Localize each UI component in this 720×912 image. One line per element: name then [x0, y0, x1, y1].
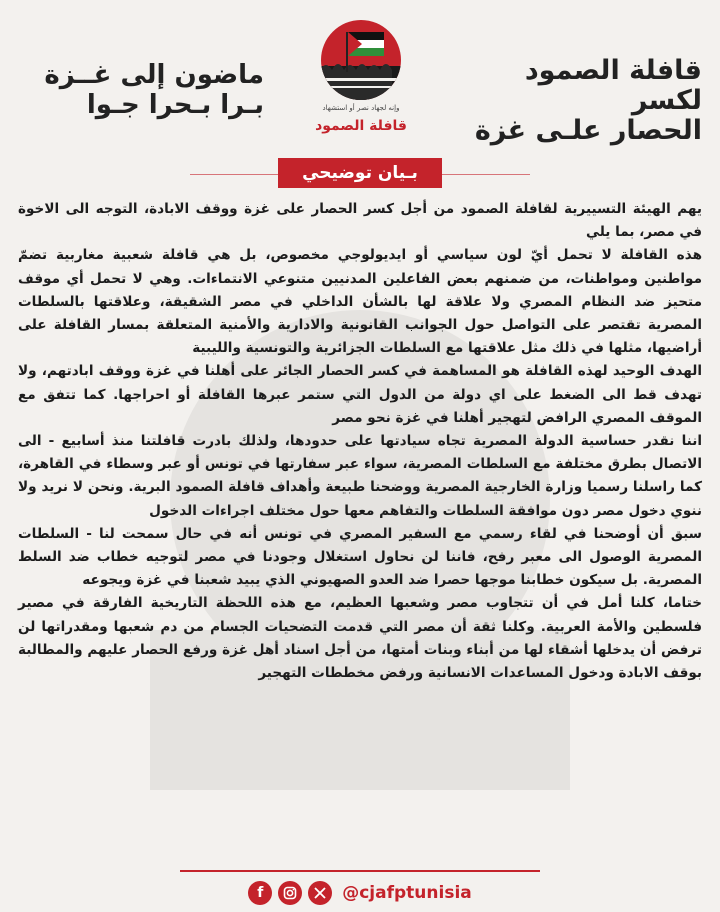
- x-icon[interactable]: [308, 881, 332, 905]
- paragraph-2: الهدف الوحيد لهذه القافلة هو المساهمة في كسر الحصار الجائر على أهلنا في غزة ووقف ابادتهم، ولا تهدف قط الى الضغط على اي دولة من الدول التي ستمر عبرها القافلة أو احراجها. كما تتفق مع الموقف المصري الرافض لتهجير أهلنا في غزة نحو مصر: [18, 363, 702, 426]
- logo-caption: قافلة الصمود: [315, 118, 407, 134]
- caravan-title-line-2: الحصار علـى غزة: [474, 115, 702, 146]
- caravan-title: [452, 56, 702, 146]
- statement-body: [18, 198, 702, 685]
- paragraph-conclusion: ختاما، كلنا أمل في أن تتجاوب مصر وشعبها العظيم، مع هذه اللحظة التاريخية الفارقة في مصير فلسطين والأمة العربية. وكلنا ثقة أن مصر التي قدمت التضحيات الجسام من دم شعبها ومقدراتها لن ترفض أن يدخلها أشقاء لها من أبناء وبنات أمتها، من أجل اسناد أهل غزة ورفع الحصار عليهم والمطالبة بوقف الابادة ودخول المساعدات الانسانية ورفض مخططات التهجير: [18, 595, 702, 682]
- header: [0, 0, 720, 150]
- caravan-title-line-1: قافلة الصمود لكسر: [524, 55, 702, 116]
- slogan-line-1: ماضون إلى غــزة: [44, 60, 264, 90]
- facebook-icon[interactable]: f: [248, 881, 272, 905]
- statement-title: بـيان توضيحي: [278, 158, 442, 188]
- paragraph-1: هذه القافلة لا تحمل أيّ لون سياسي أو ايديولوجي مخصوص، بل هي قافلة شعبية مغاربية تضمّ مواطنين ومواطنات، من ضمنهم بعض الفاعلين المدنيين متنوعي الانتماءات. وهي لا تحمل أي موقف متحيز ضد النظام المصري ولا علاقة لها بالشأن الداخلي في مصر الشقيقة، وعلاقتها بالسلطات المصرية تقتصر على التواصل حول الجوانب القانونية والادارية والأمنية المتعلقة بمسار القافلة على أراضيها، مثلها في ذلك مثل علاقتها مع السلطات الجزائرية والتونسية والليبية: [18, 247, 702, 357]
- footer: [0, 880, 720, 906]
- slogan-line-2: بـرا بـحرا جـوا: [86, 90, 264, 120]
- social-handle[interactable]: @cjafptunisia: [342, 883, 472, 903]
- paragraph-intro: يهم الهيئة التسييرية لقافلة الصمود من أجل كسر الحصار على غزة ووقف الابادة، التوجه الى الاخوة في مصر، بما يلي: [18, 201, 702, 241]
- caravan-logo: [306, 18, 416, 146]
- footer-divider: [180, 870, 540, 872]
- logo-emblem-icon: [306, 18, 416, 118]
- slogan: [14, 60, 264, 120]
- instagram-icon[interactable]: [278, 881, 302, 905]
- paragraph-3: اننا نقدر حساسية الدولة المصرية تجاه سيادتها على حدودها، ولذلك بادرت قافلتنا منذ أسابيع - الى الاتصال بطرق مختلفة مع السلطات المصرية، سواء عبر سفارتها في تونس أو عبر وسطاء في القاهرة، كما راسلنا رسميا وزارة الخارجية المصرية ووضحنا طبيعة وأهداف قافلة الصمود البرية. ونحن لا نريد ولا ننوي دخول مصر دون موافقة السلطات والتفاهم معها حول مختلف اجراءات الدخول: [18, 433, 702, 519]
- paragraph-4: سبق أن أوضحنا في لقاء رسمي مع السفير المصري في تونس أنه في حال سمحت لنا - السلطات المصرية الوصول الى معبر رفح، فاننا لن نحاول استغلال وجودنا في مصر لتوجيه خطاب ضد السلط المصرية. بل سيكون خطابنا موجها حصرا ضد العدو الصهيوني الذي يبيد شعبنا في غزة ويجوعه: [18, 525, 702, 589]
- logo-subtext: وإنه لجهاد نصر أو استشهاد: [322, 104, 400, 112]
